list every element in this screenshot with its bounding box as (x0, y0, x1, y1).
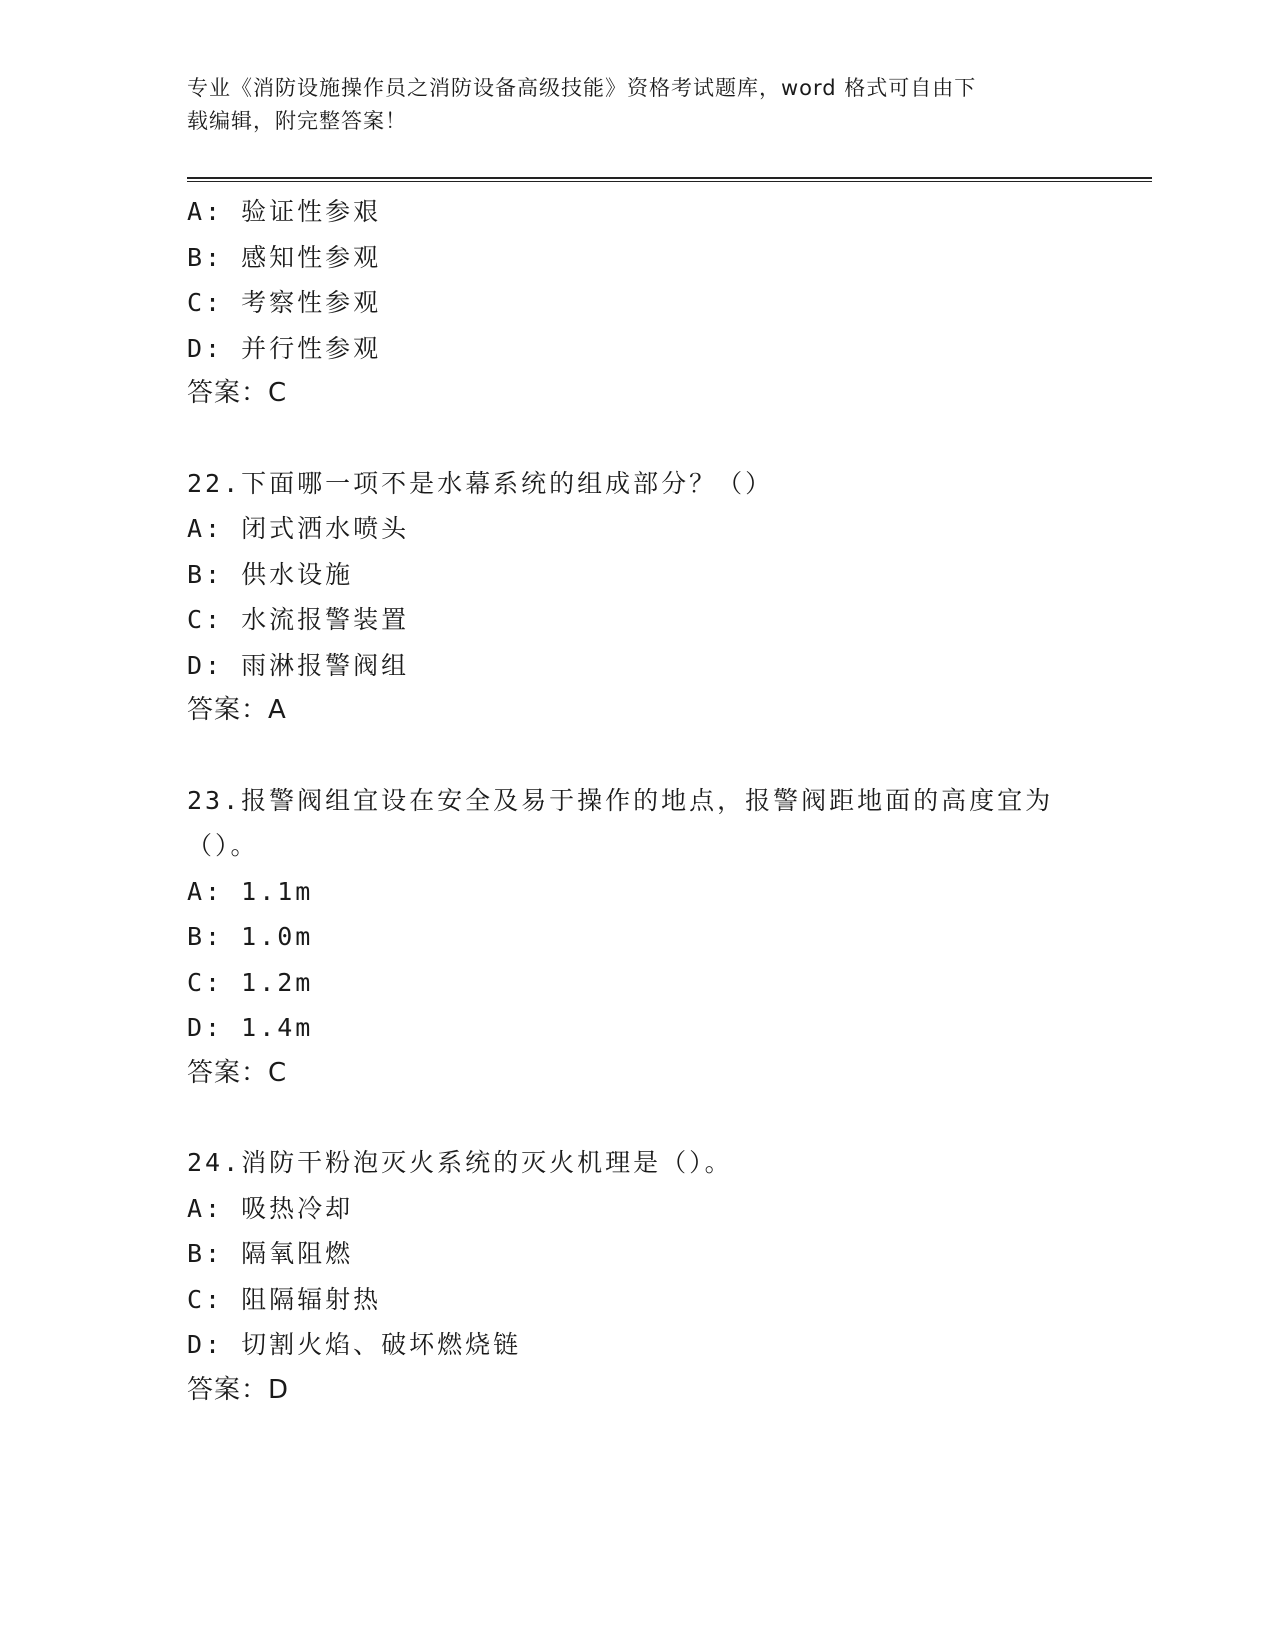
option-a: A: 吸热冷却 (187, 1193, 354, 1223)
option-a: A: 闭式洒水喷头 (187, 514, 410, 543)
option-c: C: 水流报警装置 (187, 605, 410, 634)
option-b: B: 感知性参观 (187, 242, 382, 272)
option-c: C: 考察性参观 (187, 288, 382, 317)
option-d: D: 1.4m (187, 1013, 314, 1042)
option-c: C: 阻隔辐射热 (187, 1284, 382, 1314)
option-b: B: 1.0m (187, 922, 314, 951)
answer: 答案：D (187, 1374, 290, 1405)
option-d: D: 雨淋报警阀组 (187, 650, 410, 680)
question-text-continued: （）。 (187, 831, 259, 860)
question-24 (187, 1140, 1147, 1413)
option-d: D: 切割火焰、破坏燃烧链 (187, 1330, 522, 1359)
question-list (187, 189, 1147, 1413)
option-c: C: 1.2m (187, 967, 314, 997)
question-21 (187, 189, 1147, 417)
header-line-1: 专业《消防设施操作员之消防设备高级技能》资格考试题库，word 格式可自由下 (187, 76, 977, 100)
option-b: B: 隔氧阻燃 (187, 1239, 354, 1268)
option-a: A: 验证性参艰 (187, 197, 382, 226)
option-b: B: 供水设施 (187, 559, 354, 589)
header-divider (187, 177, 1152, 182)
question-text: 24.消防干粉泡灭火系统的灭火机理是（）。 (187, 1148, 733, 1177)
header-line-2: 载编辑，附完整答案！ (187, 109, 407, 133)
answer: 答案：C (187, 1057, 288, 1088)
document-header (187, 72, 1067, 138)
option-a: A: 1.1m (187, 876, 314, 906)
question-text: 23.报警阀组宜设在安全及易于操作的地点，报警阀距地面的高度宜为 (187, 785, 1054, 815)
answer: 答案：A (187, 695, 287, 725)
question-23 (187, 778, 1147, 1097)
question-22 (187, 461, 1147, 734)
option-d: D: 并行性参观 (187, 333, 382, 363)
question-text: 22.下面哪一项不是水幕系统的组成部分？（） (187, 468, 774, 498)
answer: 答案：C (187, 378, 288, 408)
